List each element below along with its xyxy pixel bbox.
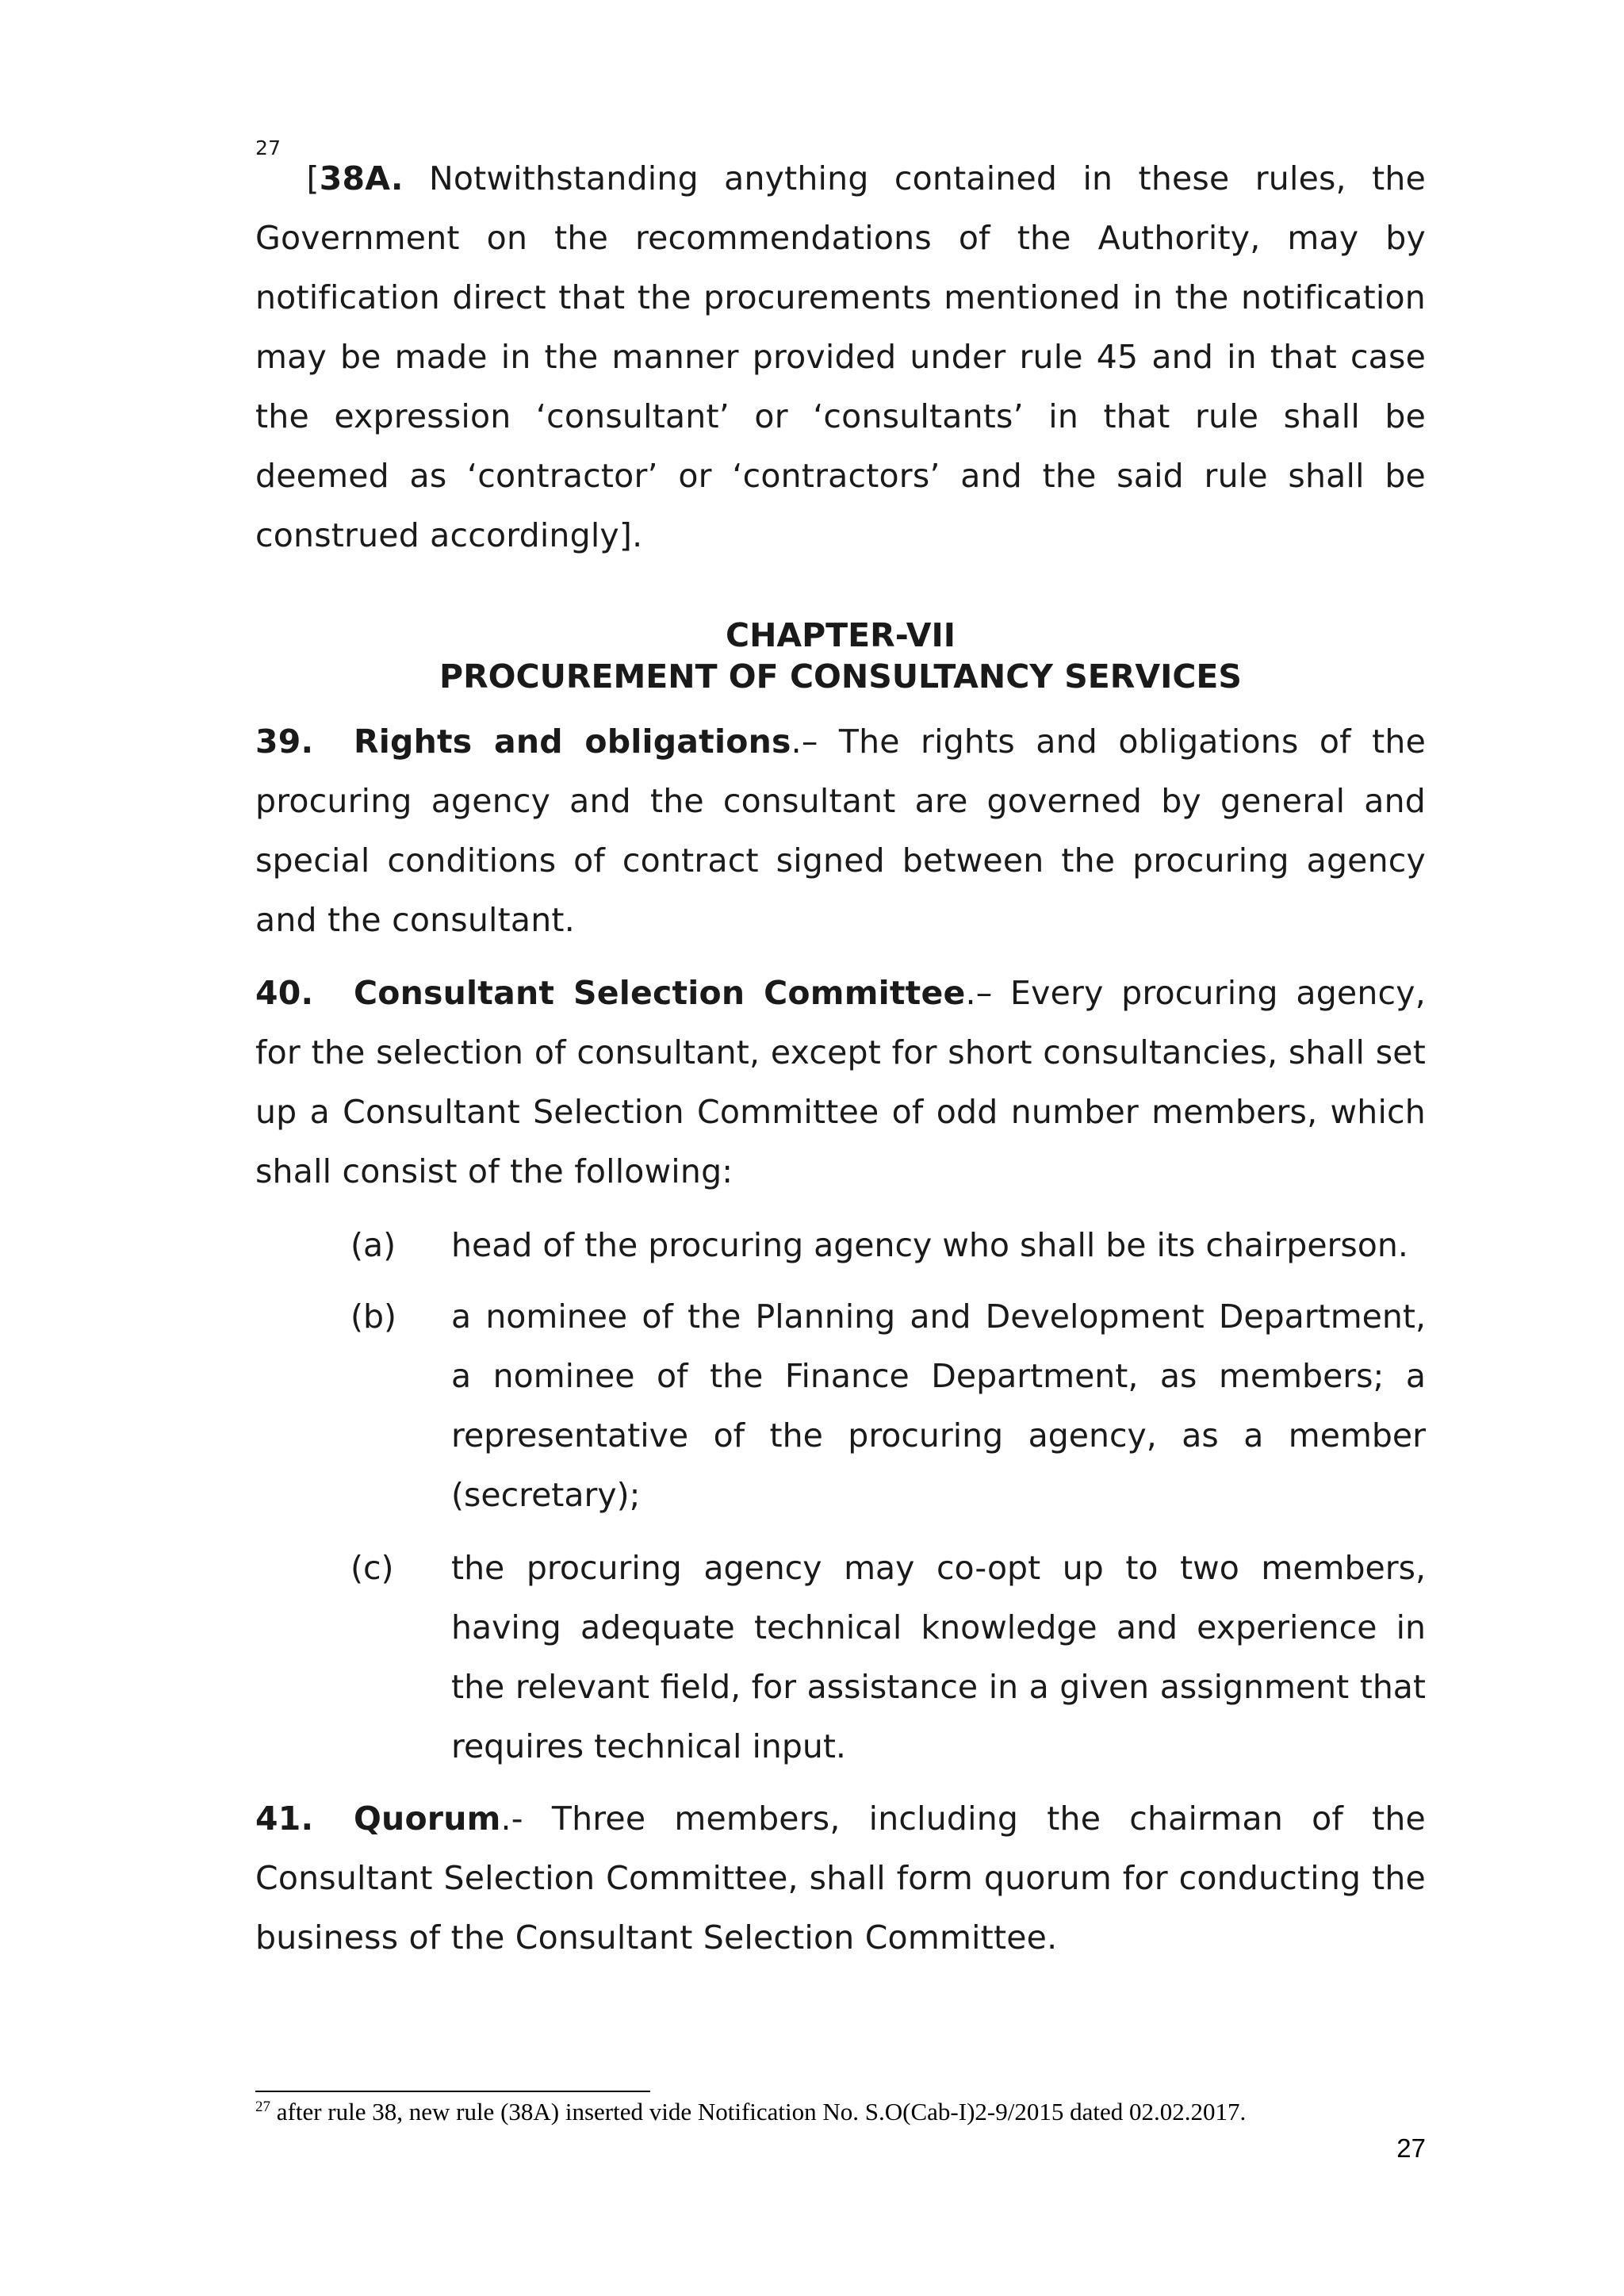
rule-38a-number: 38A.: [319, 159, 404, 197]
chapter-heading: [255, 615, 1426, 697]
rule-38a-paragraph: [255, 136, 1426, 565]
list-item: [350, 1287, 1426, 1525]
footnote-text: after rule 38, new rule (38A) inserted vide Notification No. S.O(Cab-I)2-9/2015 dated 02.02.2017.: [270, 2098, 1247, 2125]
rule-41-text: .- Three members, including the chairman of the Consultant Selection Committee, shall form quorum for conducting the business of the Consultant Selection Committee.: [255, 1800, 1426, 1957]
rule-40-number: 40.: [255, 974, 314, 1012]
footnote: [255, 2096, 1445, 2128]
rule-40-text: .– Every procuring agency, for the selection of consultant, except for short consultancies, shall set up a Consultant Selection Committee of odd number members, which shall consist of the following:: [255, 974, 1426, 1190]
list-item: [350, 1539, 1426, 1777]
list-item-label: (c): [350, 1549, 394, 1587]
list-item-label: (a): [350, 1226, 396, 1264]
rule-41-number: 41.: [255, 1800, 314, 1838]
rule-39-heading: Rights and obligations: [354, 723, 791, 761]
rule-40-heading: Consultant Selection Committee: [354, 974, 966, 1012]
rule-39-paragraph: [255, 712, 1426, 950]
chapter-title: PROCUREMENT OF CONSULTANCY SERVICES: [439, 657, 1242, 696]
list-item-label: (b): [350, 1297, 397, 1336]
list-item-text: the procuring agency may co-opt up to two members, having adequate technical knowledge and experience in the relevant field, for assistance in a given assignment that requires technical input.: [451, 1549, 1426, 1765]
rule-38a-text: Notwithstanding anything contained in these rules, the Government on the recommendations of the Authority, may by notification direct that the procurements mentioned in the notification may be made in the manner provided under rule 45 and in that case the expression ‘consultant’ or ‘consultants’ in that rule shall be deemed as ‘contractor’ or ‘contractors’ and the said rule shall be construed accordingly].: [255, 159, 1426, 554]
footnote-number: 27: [255, 2099, 270, 2115]
rule-39-text: .– The rights and obligations of the procuring agency and the consultant are governed by general and special conditions of contract signed between the procuring agency and the consultant.: [255, 723, 1426, 939]
rule-41-heading: Quorum: [354, 1800, 501, 1838]
rule-41-paragraph: [255, 1789, 1426, 1968]
open-bracket: [: [306, 159, 320, 197]
list-item-text: a nominee of the Planning and Development Department, a nominee of the Finance Department, as members; a representative of the procuring agency, as a member (secretary);: [451, 1297, 1426, 1514]
footnote-separator: [255, 2091, 650, 2092]
chapter-number: CHAPTER-VII: [725, 616, 956, 654]
footnote-reference[interactable]: 27: [255, 136, 282, 159]
page-number: 27: [1396, 2133, 1426, 2163]
list-item-text: head of the procuring agency who shall be its chairperson.: [451, 1226, 1408, 1264]
list-item: [350, 1216, 1426, 1275]
rule-39-number: 39.: [255, 723, 314, 761]
rule-40-paragraph: [255, 964, 1426, 1202]
